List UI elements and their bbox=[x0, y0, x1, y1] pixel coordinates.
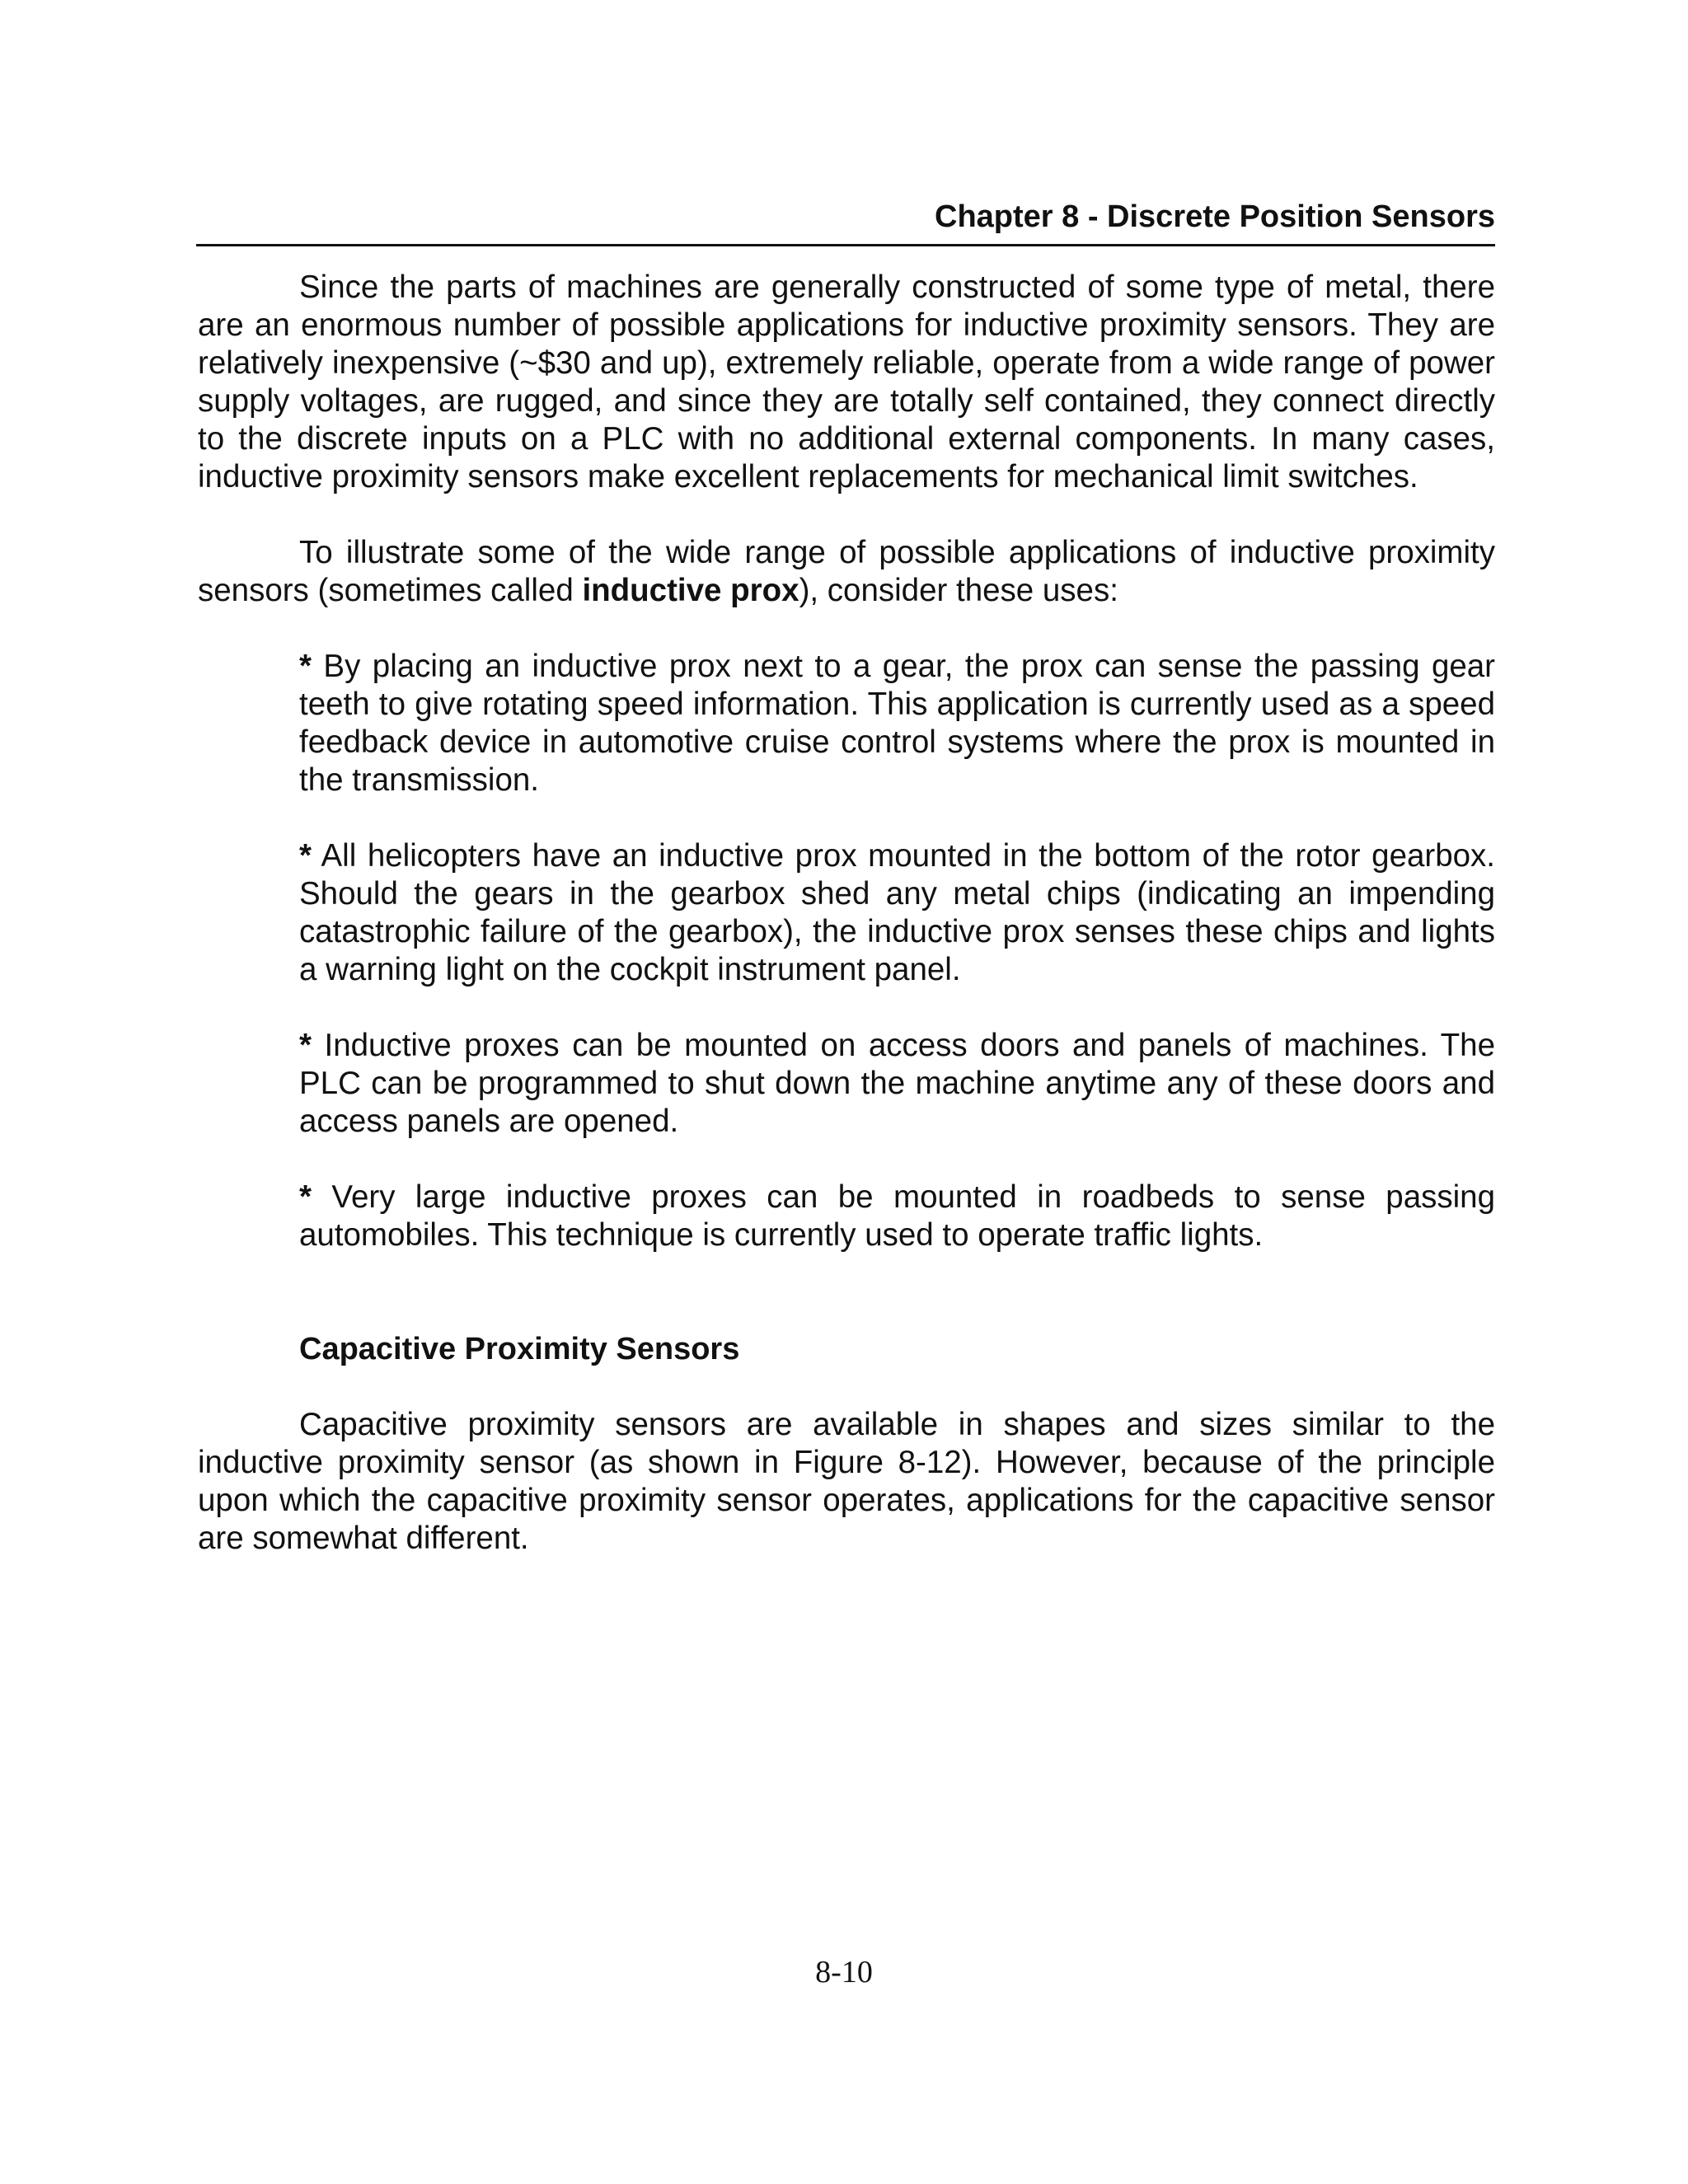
use-item-roadbeds bbox=[299, 1179, 1495, 1254]
use-item-helicopter bbox=[299, 837, 1495, 989]
bullet-marker: * bbox=[299, 838, 312, 874]
section-heading: Capacitive Proximity Sensors bbox=[299, 1332, 740, 1366]
capacitive-paragraph: Capacitive proximity sensors are available in shapes and sizes similar to the inductive proximity sensor (as shown in Figure 8-12). However, because of the principle upon which the capacitive proximity sensor operates, applications for the capacitive sensor are somewhat different. bbox=[198, 1407, 1495, 1556]
bullet-marker: * bbox=[299, 1179, 312, 1215]
inductive-prox-term: inductive prox bbox=[582, 573, 799, 608]
illustrate-paragraph bbox=[198, 534, 1495, 610]
bullet-marker: * bbox=[299, 649, 312, 684]
bullet-marker: * bbox=[299, 1028, 312, 1063]
body-text bbox=[198, 269, 1495, 1596]
chapter-title: Chapter 8 - Discrete Position Sensors bbox=[935, 199, 1495, 234]
use-item-text: Very large inductive proxes can be mounted in roadbeds to sense passing automobiles. This technique is currently used to operate traffic lights. bbox=[299, 1179, 1495, 1253]
use-item-text: All helicopters have an inductive prox mounted in the bottom of the rotor gearbox. Should the gears in the gearbox shed any metal chips (indicating an impending catastrophic failure of the gearbox), the inductive prox senses these chips and lights a warning light on the cockpit instrument panel. bbox=[299, 838, 1495, 987]
intro-paragraph: Since the parts of machines are generally constructed of some type of metal, there are an enormous number of possible applications for inductive proximity sensors. They are relatively inexpensive (~$30 and up), extremely reliable, operate from a wide range of power supply voltages, are rugged, and since they are totally self contained, they connect directly to the discrete inputs on a PLC with no additional external components. In many cases, inductive proximity sensors make excellent replacements for mechanical limit switches. bbox=[198, 269, 1495, 494]
use-item-text: Inductive proxes can be mounted on access doors and panels of machines. The PLC can be programmed to shut down the machine anytime any of these doors and access panels are opened. bbox=[299, 1028, 1495, 1139]
use-item-access-doors bbox=[299, 1027, 1495, 1141]
illustrate-text-after: ), consider these uses: bbox=[799, 573, 1118, 608]
page-number: 8-10 bbox=[815, 1955, 873, 1990]
use-item-gear bbox=[299, 648, 1495, 799]
running-header bbox=[196, 198, 1495, 246]
illustrate-text-before: To illustrate some of the wide range of possible applications of inductive proximity sensors (sometimes called bbox=[198, 535, 1495, 608]
use-item-text: By placing an inductive prox next to a gear, the prox can sense the passing gear teeth to give rotating speed information. This application is currently used as a speed feedback device in automotive cruise control systems where the prox is mounted in the transmission. bbox=[299, 649, 1495, 798]
